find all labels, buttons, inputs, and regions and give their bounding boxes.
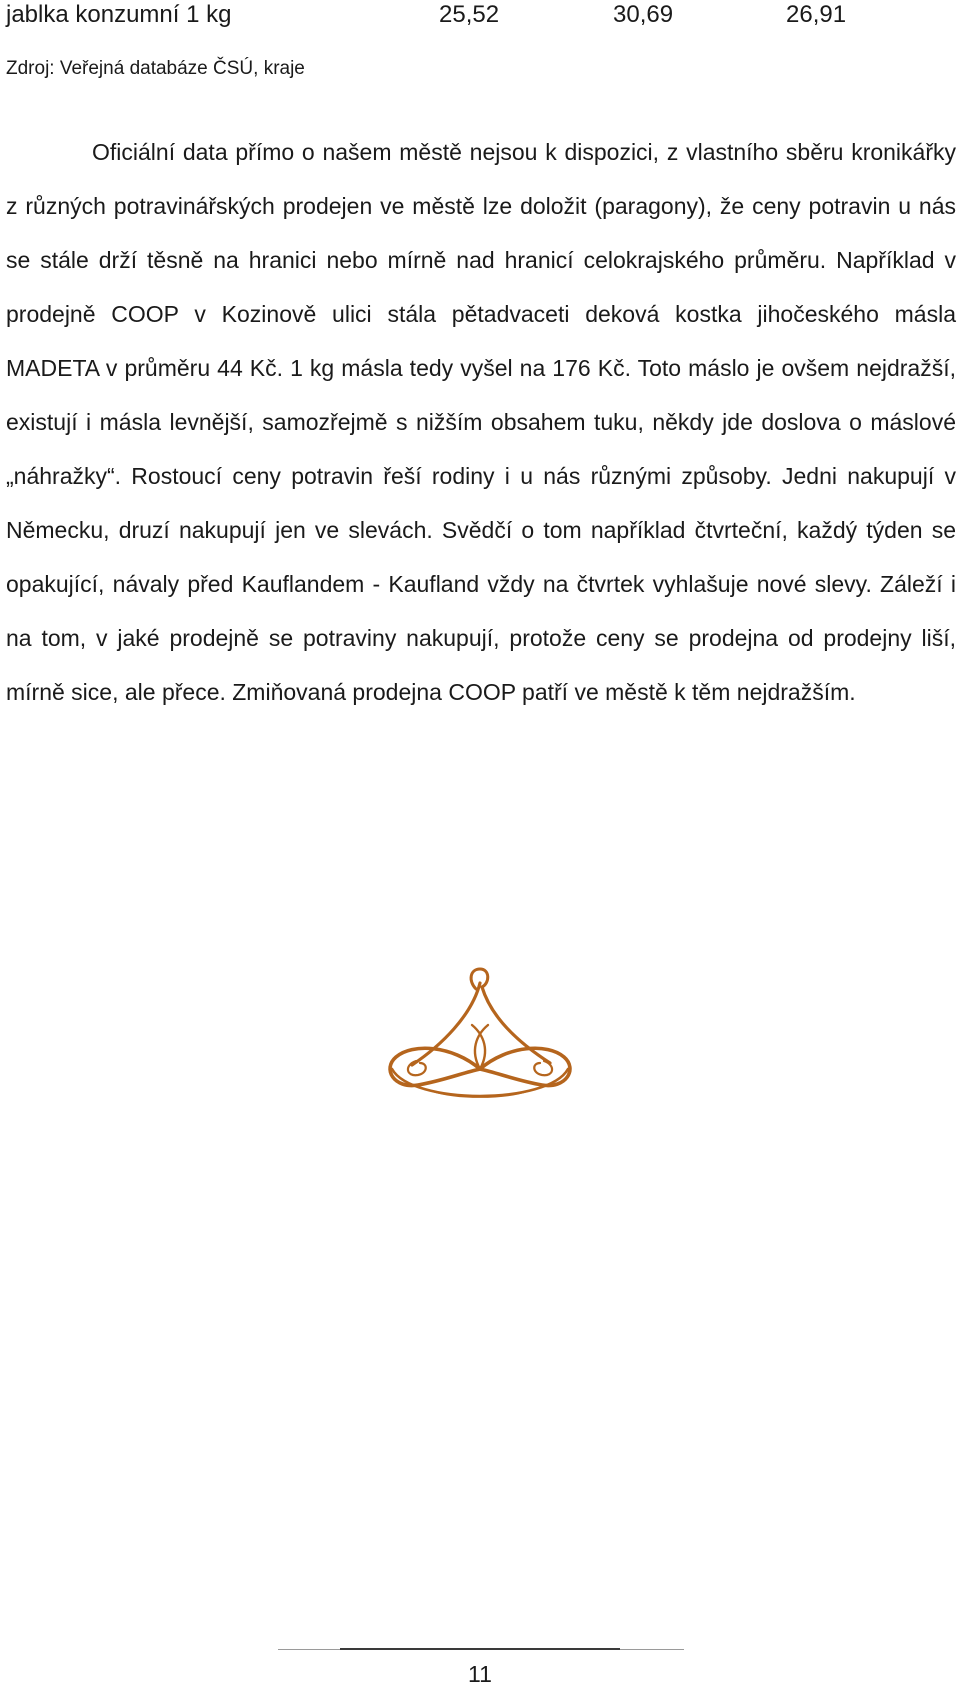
table-cell-value: 26,91 — [786, 1, 847, 28]
table-cell-label: jablka konzumní 1 kg — [6, 1, 232, 28]
footer-divider-accent — [340, 1648, 620, 1650]
table-cell-value: 30,69 — [613, 1, 674, 28]
body-paragraph: Oficiální data přímo o našem městě nejsou k dispozici, z vlastního sběru kronikářky z různých potravinářských prodejen ve městě lze doložit (paragony), že ceny potravin u nás se stále drží těsně na hranici nebo mírně nad hranicí celokrajského průměru. Například v prodejně COOP v Kozinově ulici stála pětadvaceti deková kostka jihočeského másla MADETA v průměru 44 Kč. 1 kg másla tedy vyšel na 176 Kč. Toto máslo je ovšem nejdražší, existují i másla levnější, samozřejmě s nižším obsahem tuku, někdy jde doslova o máslové „náhražky“. Rostoucí ceny potravin řeší rodiny i u nás různými způsoby. Jedni nakupují v Německu, druzí nakupují jen ve slevách. Svědčí o tom například čtvrteční, každý týden se opakující, návaly před Kauflandem - Kaufland vždy na čtvrtek vyhlašuje nové slevy. Záleží i na tom, v jaké prodejně se potraviny nakupují, protože ceny se prodejna od prodejny liší, mírně sice, ale přece. Zmiňovaná prodejna COOP patří ve městě k těm nejdražším. — [6, 139, 956, 705]
source-note: Zdroj: Veřejná databáze ČSÚ, kraje — [6, 58, 305, 79]
page-number: 11 — [468, 1661, 492, 1687]
table-cell-value: 25,52 — [439, 1, 500, 28]
flourish-ornament-icon — [372, 965, 588, 1110]
table-row — [6, 0, 906, 30]
